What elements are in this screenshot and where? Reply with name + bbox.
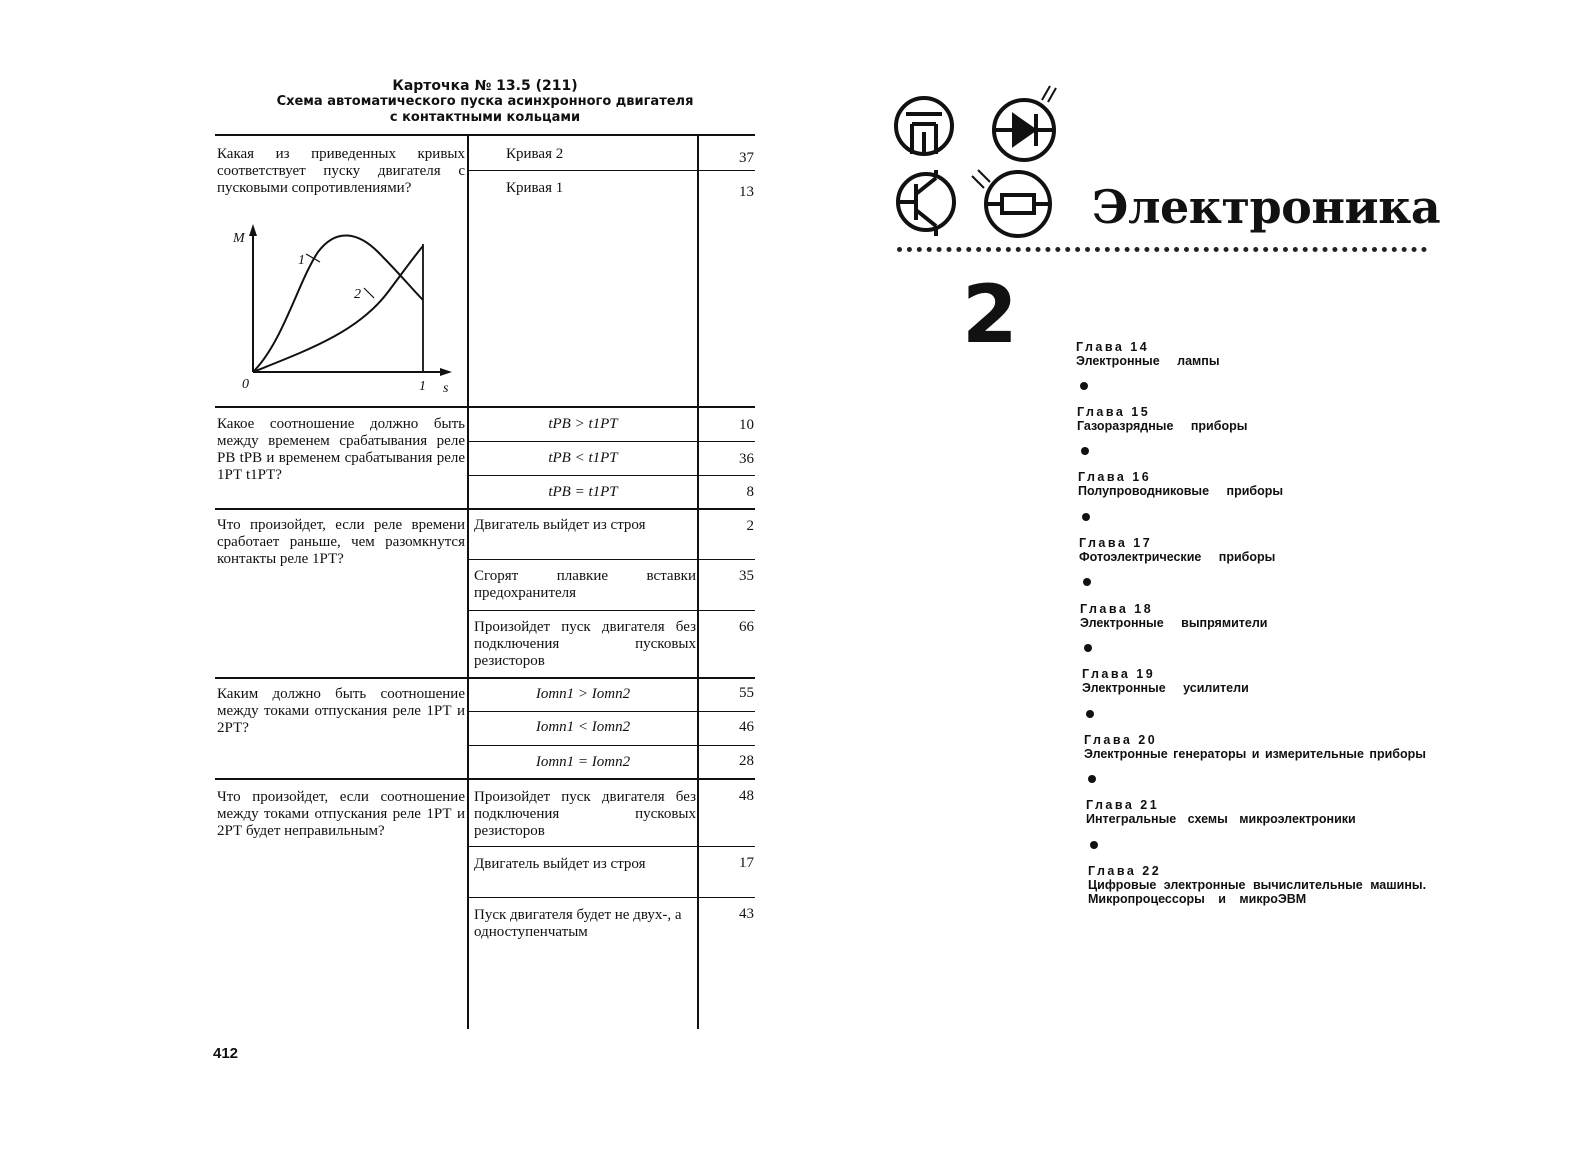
curve-2 [253,246,423,372]
chapter-title-line2: Микропроцессоры и микроЭВМ [1088,892,1307,906]
answer-separator [469,897,755,898]
answer-code: 55 [739,685,754,701]
bullet-icon [1088,775,1096,783]
y-axis-arrow [249,224,257,236]
bullet-icon [1086,710,1094,718]
bullet-icon [1081,447,1089,455]
curve-2-label: 2 [354,287,361,302]
answer-separator [469,559,755,560]
answer-code: 2 [746,518,754,534]
x-tick-label: 1 [419,379,426,394]
chapter-title: Электронные лампы [1076,354,1220,368]
chapter-21 [1086,798,1356,826]
question-4: Каким должно быть соотношение между токами отпускания реле 1РТ и 2РТ? [217,686,465,736]
chapter-19 [1082,667,1249,695]
led-diode-icon [994,86,1056,160]
answer-2-3: tРВ = t1РТ [548,484,618,500]
card-title-line3: с контактными кольцами [389,110,581,125]
y-axis-label: M [233,231,245,246]
chapter-label: Глава 15 [1077,405,1151,419]
answer-5-1: Произойдет пуск двигателя без подключения пусковых резисторов [474,789,696,839]
chapter-label: Глава 22 [1088,864,1162,878]
dotted-rule [897,247,1427,252]
row-separator [215,508,755,510]
answer-5-3: Пуск двигателя будет не двух-, а одноступенчатым [474,907,682,940]
table-col-divider-2 [697,136,699,1029]
chapter-18 [1080,602,1267,630]
x-axis-label: s [443,381,449,396]
x-axis-arrow [440,368,452,376]
card-title-line1: Карточка № 13.5 (211) [392,78,578,94]
bullet-icon [1083,578,1091,586]
answer-code: 66 [739,619,754,635]
chapter-title: Интегральные схемы микроэлектроники [1086,812,1356,826]
chapter-16 [1078,470,1283,498]
answer-5-2: Двигатель выйдет из строя [474,856,646,872]
chapter-title: Электронные выпрямители [1080,616,1268,630]
curve-2-leader [364,288,374,298]
origin-label: 0 [242,377,249,392]
answer-code: 46 [739,719,754,735]
vacuum-tube-icon [896,98,952,154]
answer-code: 17 [739,855,754,871]
page-number: 412 [213,1045,239,1062]
answer-4-3: Iотп1 = Iотп2 [535,754,631,770]
electronics-icons [892,84,1072,244]
answer-separator [469,711,755,712]
transistor-icon [898,170,954,236]
chapter-title: Фотоэлектрические приборы [1079,550,1276,564]
answer-3-3: Произойдет пуск двигателя без подключения пусковых резисторов [474,619,696,669]
chapter-title: Цифровые электронные вычислительные машины. [1088,878,1427,892]
row-separator [215,406,755,408]
chapter-label: Глава 19 [1082,667,1156,681]
bullet-icon [1090,841,1098,849]
chapter-22 [1088,864,1426,906]
answer-4-2: Iотп1 < Iотп2 [535,719,631,735]
bullet-icon [1084,644,1092,652]
torque-curves-graph [228,222,468,402]
chapter-14 [1076,340,1220,368]
question-1: Какая из приведенных кривых соответствует пуску двигателя с пусковыми сопротивлениями? [217,146,465,196]
curve-1-label: 1 [298,253,305,268]
answer-separator [469,745,755,746]
chapter-label: Глава 18 [1080,602,1154,616]
answer-separator [469,441,755,442]
chapter-20 [1084,733,1426,761]
question-3: Что произойдет, если реле времени сработает раньше, чем разомкнутся контакты реле 1РТ? [217,517,465,567]
row-separator [215,677,755,679]
chapter-title: Полупроводниковые приборы [1078,484,1284,498]
answer-code: 8 [746,484,754,500]
answer-code: 37 [739,150,754,166]
answer-separator [469,610,755,611]
bullet-icon [1082,513,1090,521]
card-title [215,78,755,126]
chapter-15 [1077,405,1247,433]
answer-code: 10 [739,417,754,433]
bullet-icon [1080,382,1088,390]
answer-separator [469,475,755,476]
table-top-rule [215,134,755,136]
photoresistor-icon [972,170,1050,236]
chapter-label: Глава 16 [1078,470,1152,484]
answer-3-1: Двигатель выйдет из строя [474,517,646,533]
curve-1 [253,235,423,372]
answer-code: 28 [739,753,754,769]
chapter-label: Глава 20 [1084,733,1158,747]
question-5: Что произойдет, если соотношение между токами отпускания реле 1РТ и 2РТ будет неправильным? [217,789,465,839]
answer-code: 35 [739,568,754,584]
chapter-label: Глава 17 [1079,536,1153,550]
right-page [792,0,1584,1153]
answer-2-1: tРВ > t1РТ [548,416,618,432]
answer-1-1: Кривая 2 [506,146,564,162]
answer-code: 43 [739,906,754,922]
chapter-label: Глава 14 [1076,340,1150,354]
chapter-label: Глава 21 [1086,798,1160,812]
question-2: Какое соотношение должно быть между временем срабатывания реле РВ tРВ и временем срабатывания реле 1РТ t1РТ? [217,416,465,483]
chapter-17 [1079,536,1275,564]
answer-separator [469,846,755,847]
chapter-title: Электронные генераторы и измерительные приборы [1084,747,1426,761]
card-title-line2: Схема автоматического пуска асинхронного двигателя [276,94,694,109]
row-separator [215,778,755,780]
answer-code: 48 [739,788,754,804]
section-title: Электроника [1092,180,1441,234]
answer-code: 13 [739,184,754,200]
chapter-title: Электронные усилители [1082,681,1249,695]
answer-4-1: Iотп1 > Iотп2 [535,686,631,702]
answer-code: 36 [739,451,754,467]
chapter-title: Газоразрядные приборы [1077,419,1248,433]
answer-separator [469,170,755,171]
part-number: 2 [962,268,1018,361]
answer-1-2: Кривая 1 [506,180,564,196]
answer-3-2: Сгорят плавкие вставки предохранителя [474,568,696,601]
answer-2-2: tРВ < t1РТ [548,450,618,466]
